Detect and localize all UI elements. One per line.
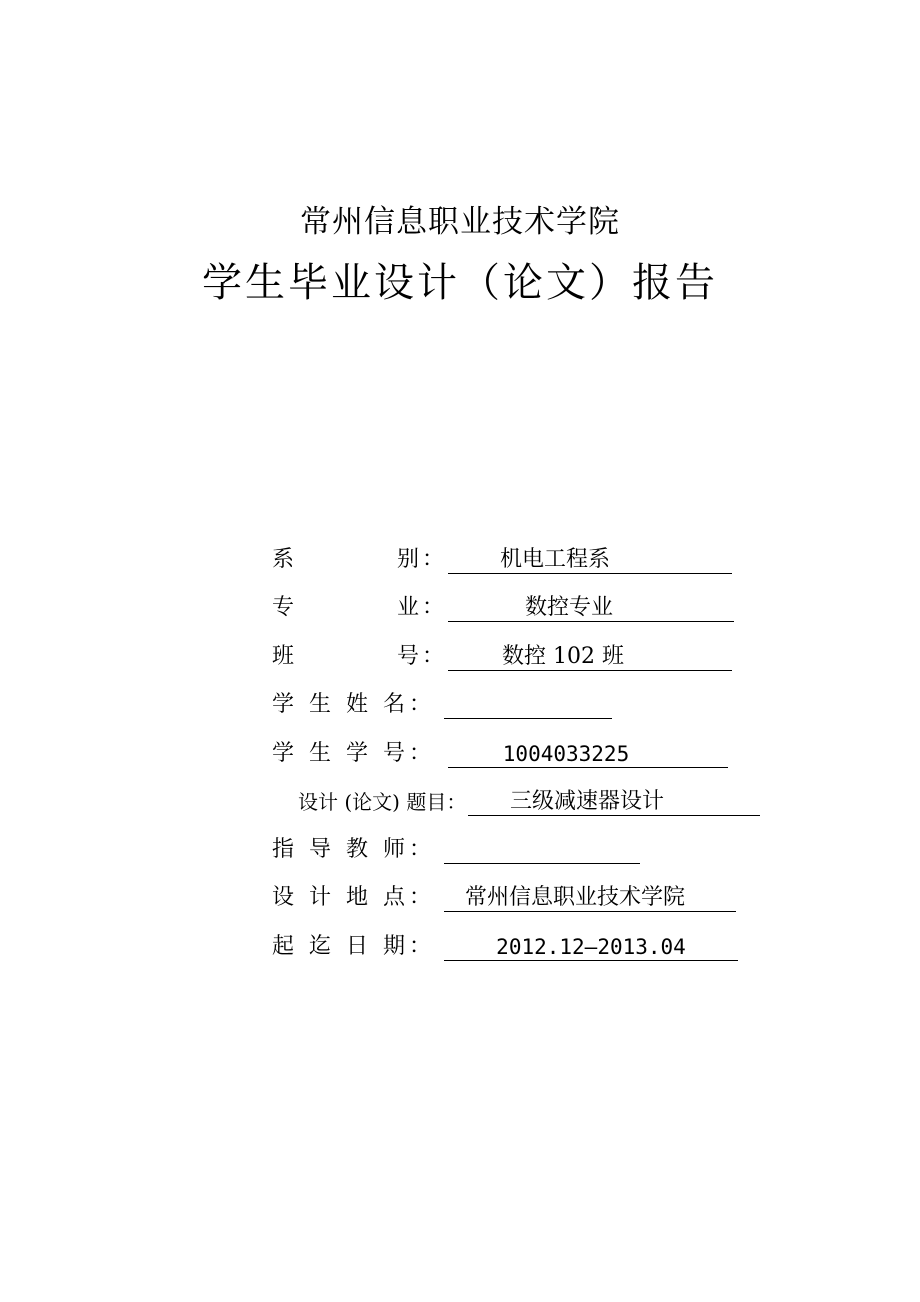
major-label: 专 业： bbox=[272, 595, 448, 620]
department-label: 系 别： bbox=[272, 547, 448, 572]
report-title: 学生毕业设计（论文）报告 bbox=[202, 260, 718, 306]
student-id-value: 1004033225 bbox=[448, 737, 728, 768]
field-advisor bbox=[272, 833, 742, 867]
field-major bbox=[272, 591, 742, 625]
field-student-name bbox=[272, 688, 742, 722]
department-value: 机电工程系 bbox=[448, 543, 732, 574]
student-name-label: 学 生 姓 名： bbox=[272, 692, 435, 717]
major-value: 数控专业 bbox=[448, 591, 734, 622]
student-id-label: 学 生 学 号： bbox=[272, 741, 435, 766]
location-value: 常州信息职业技术学院 bbox=[444, 881, 736, 912]
field-period bbox=[272, 930, 742, 964]
thesis-title-value: 三级减速器设计 bbox=[468, 785, 760, 816]
student-name-value bbox=[444, 688, 612, 719]
field-class-no bbox=[272, 640, 742, 674]
thesis-title-label: 设计 (论文) 题目： bbox=[298, 790, 467, 814]
period-label: 起 迄 日 期： bbox=[272, 934, 435, 959]
class-no-label: 班 号： bbox=[272, 644, 448, 669]
advisor-value bbox=[444, 833, 640, 864]
period-value: 2012.12—2013.04 bbox=[444, 930, 738, 961]
field-thesis-title bbox=[298, 785, 768, 819]
institution-title: 常州信息职业技术学院 bbox=[300, 204, 620, 240]
field-location bbox=[272, 881, 742, 915]
field-student-id bbox=[272, 737, 742, 771]
advisor-label: 指 导 教 师： bbox=[272, 837, 435, 862]
field-department bbox=[272, 543, 742, 577]
location-label: 设 计 地 点： bbox=[272, 885, 435, 910]
class-no-value: 数控 102 班 bbox=[448, 640, 732, 671]
